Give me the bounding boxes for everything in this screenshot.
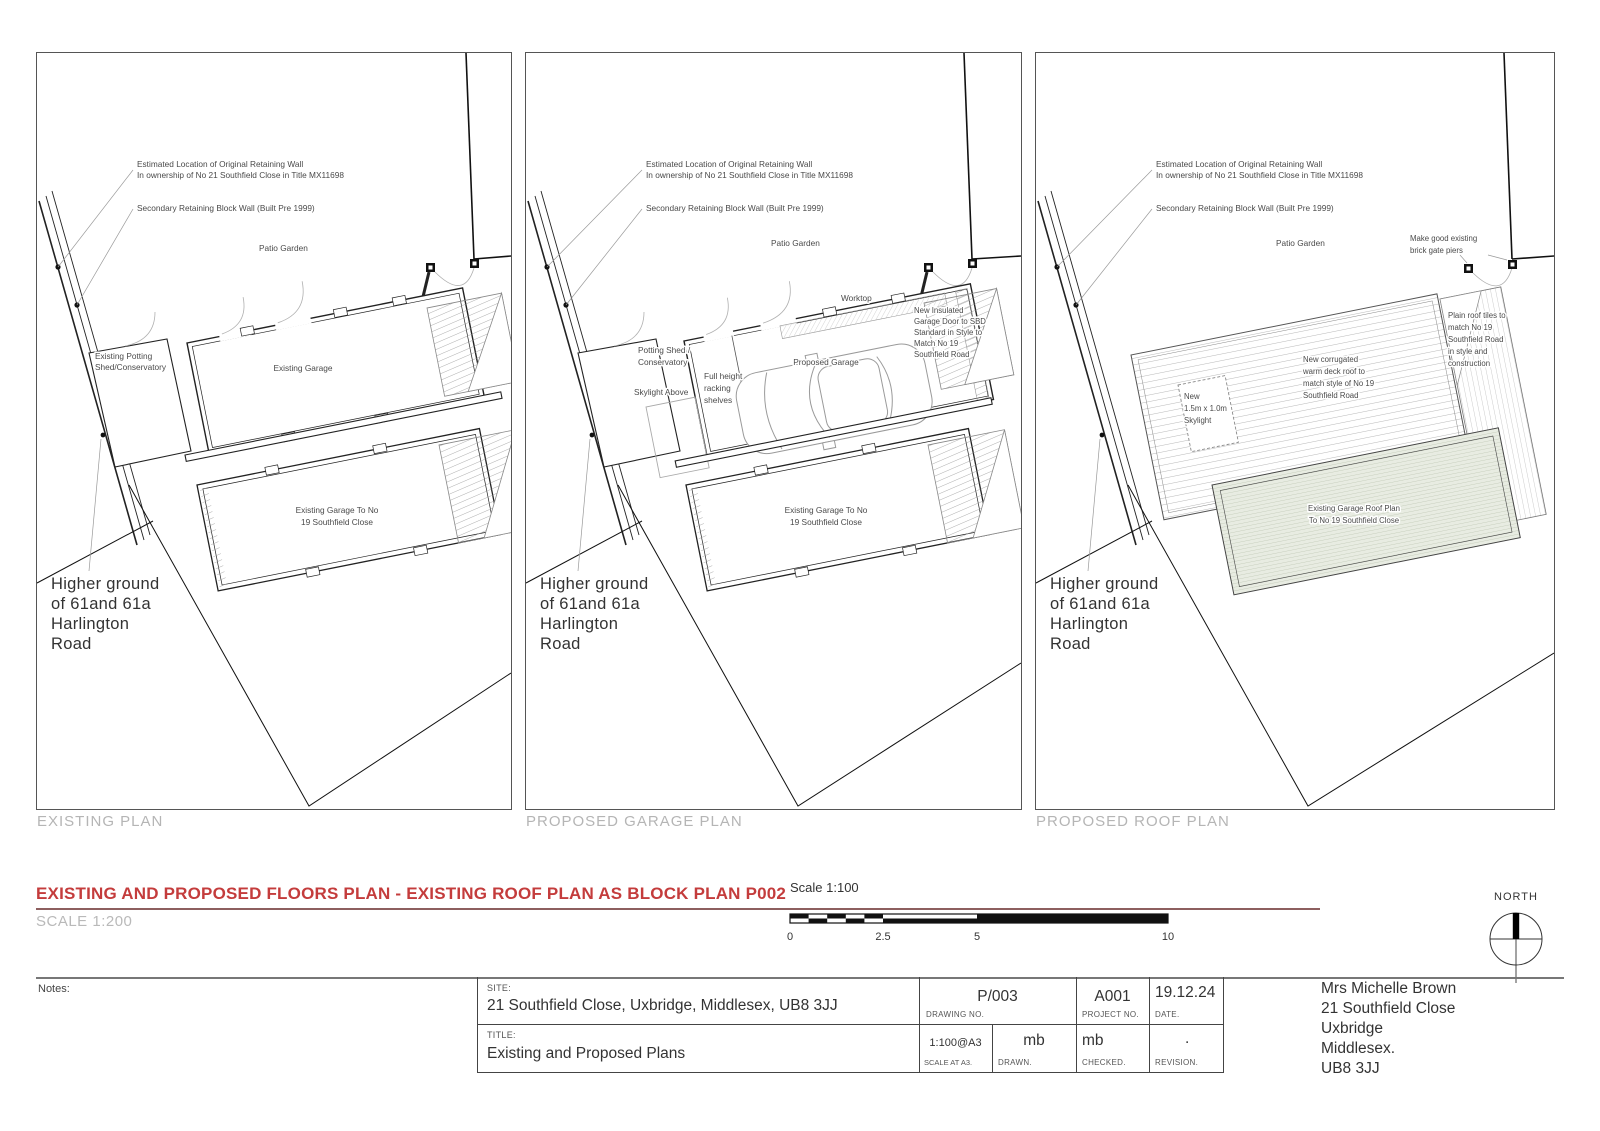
client-name: Mrs Michelle Brown	[1321, 980, 1457, 997]
retaining-wall-label: Estimated Location of Original Retaining Wall	[646, 159, 813, 169]
client-address-line: UB8 3JJ	[1321, 1060, 1380, 1077]
gate-swing-arc	[435, 268, 474, 286]
client-address-line: 21 Southfield Close	[1321, 1000, 1456, 1017]
scale-tick-2-5: 2.5	[875, 931, 891, 943]
drawing-title-value: Existing and Proposed Plans	[487, 1045, 686, 1062]
date-label: DATE.	[1155, 1010, 1180, 1019]
retaining-wall-label: Estimated Location of Original Retaining Wall	[1156, 159, 1323, 169]
svg-text:Road: Road	[540, 635, 581, 653]
gate-piers	[924, 259, 977, 272]
potting-shed-label2: Conservatory	[638, 357, 688, 367]
svg-text:Higher ground: Higher ground	[1050, 575, 1159, 593]
north-compass	[1490, 913, 1542, 983]
svg-text:1.5m x 1.0m: 1.5m x 1.0m	[1184, 404, 1227, 413]
secondary-wall-label: Secondary Retaining Block Wall (Built Pre 1999)	[646, 203, 824, 213]
garage-19-label: Existing Garage To No	[784, 505, 868, 515]
patio-garden-label: Patio Garden	[771, 238, 820, 248]
higher-ground-leader	[578, 439, 590, 571]
garage-19-label2: 19 Southfield Close	[301, 517, 373, 527]
proposed-roof-plan-caption: PROPOSED ROOF PLAN	[1036, 813, 1230, 830]
drawing-title-label: TITLE:	[487, 1030, 516, 1040]
proposed-garage-plan-panel	[525, 52, 1022, 830]
svg-text:New Insulated: New Insulated	[914, 306, 964, 315]
svg-text:of 61and 61a: of 61and 61a	[51, 595, 151, 613]
garage-19-label: Existing Garage To No	[295, 505, 379, 515]
svg-text:Higher ground: Higher ground	[51, 575, 160, 593]
proposed-roof-drawing	[1036, 53, 1554, 809]
gate-piers	[1464, 260, 1517, 273]
drawn-value: mb	[1023, 1032, 1045, 1049]
svg-text:in style and: in style and	[1448, 347, 1488, 356]
secondary-wall-label: Secondary Retaining Block Wall (Built Pre 1999)	[137, 203, 315, 213]
scale-bar-graphic	[790, 914, 1168, 923]
revision-label: REVISION.	[1155, 1058, 1199, 1067]
potting-shed-label: Existing Potting	[95, 351, 153, 361]
retaining-wall-label2: In ownership of No 21 Southfield Close in Title MX11698	[646, 170, 853, 180]
garage-19-label2: 19 Southfield Close	[790, 517, 862, 527]
svg-text:brick gate piers: brick gate piers	[1410, 246, 1463, 255]
patio-garden-label: Patio Garden	[259, 243, 308, 253]
retaining-wall-label2: In ownership of No 21 Southfield Close in Title MX11698	[1156, 170, 1363, 180]
checked-label: CHECKED.	[1082, 1058, 1126, 1067]
proposed-garage-drawing	[526, 53, 1021, 809]
site-label: SITE:	[487, 983, 512, 993]
drawn-label: DRAWN.	[998, 1058, 1032, 1067]
proposed-garage-plan-caption: PROPOSED GARAGE PLAN	[526, 813, 743, 830]
leader-lines	[547, 170, 642, 305]
north-arrow	[1452, 884, 1582, 986]
sheet-scale-label: SCALE 1:200	[36, 913, 133, 930]
leader-lines	[1057, 170, 1152, 305]
scale-at-a3-label: SCALE AT A3.	[924, 1058, 973, 1067]
notes-label: Notes:	[38, 983, 70, 995]
gate-piers-note	[1410, 234, 1507, 263]
existing-garage-label: Existing Garage	[273, 363, 333, 373]
svg-text:Higher ground: Higher ground	[540, 575, 649, 593]
site-value: 21 Southfield Close, Uxbridge, Middlesex, UB8 3JJ	[487, 997, 838, 1014]
svg-text:of 61and 61a: of 61and 61a	[1050, 595, 1150, 613]
boundary-dot	[101, 433, 106, 438]
higher-ground-note	[540, 575, 648, 653]
svg-text:Road: Road	[1050, 635, 1091, 653]
garage-19-roof-label2: To No 19 Southfield Close	[1308, 516, 1400, 525]
scale-bar	[754, 872, 1184, 947]
existing-plan-caption: EXISTING PLAN	[37, 813, 164, 830]
svg-text:Plain roof tiles to: Plain roof tiles to	[1448, 311, 1506, 320]
boundary-dot	[1100, 433, 1105, 438]
secondary-wall-label: Secondary Retaining Block Wall (Built Pre 1999)	[1156, 203, 1334, 213]
retaining-wall-label: Estimated Location of Original Retaining Wall	[137, 159, 304, 169]
gate-piers	[426, 259, 479, 272]
svg-text:Road: Road	[51, 635, 92, 653]
client-address-line: Middlesex.	[1321, 1040, 1396, 1057]
project-no-value: A001	[1094, 988, 1131, 1005]
higher-ground-note	[51, 575, 159, 653]
site-boundary-right	[1504, 53, 1554, 259]
worktop-label: Worktop	[841, 293, 872, 303]
north-label: NORTH	[1494, 891, 1538, 903]
higher-ground-leader	[1088, 439, 1100, 571]
svg-text:Southfield Road: Southfield Road	[1448, 335, 1504, 344]
retaining-wall-label2: In ownership of No 21 Southfield Close in Title MX11698	[137, 170, 344, 180]
existing-plan-drawing	[37, 53, 511, 809]
boundary-dot	[590, 433, 595, 438]
svg-text:Standard in Style to: Standard in Style to	[914, 328, 983, 337]
patio-garden-label: Patio Garden	[1276, 238, 1325, 248]
svg-text:Make good existing: Make good existing	[1410, 234, 1478, 243]
higher-ground-note	[1050, 575, 1158, 653]
project-no-label: PROJECT NO.	[1082, 1010, 1139, 1019]
svg-text:Southfield Road: Southfield Road	[914, 350, 970, 359]
scale-at-a3-value: 1:100@A3	[929, 1037, 982, 1049]
potting-shed-label: Potting Shed /	[638, 345, 691, 355]
svg-text:construction: construction	[1448, 359, 1491, 368]
existing-plan-panel	[36, 52, 512, 830]
checked-value: mb	[1082, 1032, 1104, 1049]
svg-text:racking: racking	[704, 383, 731, 393]
gate-swing-arc	[933, 268, 972, 286]
proposed-roof-plan-panel	[1035, 52, 1555, 830]
svg-text:of 61and 61a: of 61and 61a	[540, 595, 640, 613]
svg-text:Match No 19: Match No 19	[914, 339, 959, 348]
svg-text:shelves: shelves	[704, 395, 733, 405]
svg-text:Full height: Full height	[704, 371, 743, 381]
potting-shed-label2: Shed/Conservatory	[95, 362, 167, 372]
svg-text:Harlington: Harlington	[1050, 615, 1129, 633]
date-value: 19.12.24	[1155, 984, 1216, 1001]
potting-shed-outline	[89, 312, 191, 467]
drawing-no-label: DRAWING NO.	[926, 1010, 985, 1019]
scale-tick-10: 10	[1161, 931, 1175, 943]
site-boundary-right	[466, 53, 511, 259]
site-boundary-right	[964, 53, 1021, 259]
svg-text:match style of No 19: match style of No 19	[1303, 379, 1375, 388]
scale-bar-label: Scale 1:100	[790, 880, 859, 895]
svg-text:Harlington: Harlington	[540, 615, 619, 633]
leader-lines	[58, 170, 133, 305]
svg-text:Garage Door to SBD: Garage Door to SBD	[914, 317, 986, 326]
drawing-no-value: P/003	[977, 988, 1018, 1005]
higher-ground-leader	[89, 439, 101, 571]
svg-text:Southfield Road: Southfield Road	[1303, 391, 1359, 400]
proposed-garage-label: Proposed Garage	[793, 357, 859, 367]
svg-text:New: New	[1184, 392, 1200, 401]
svg-text:Harlington: Harlington	[51, 615, 130, 633]
scale-tick-5: 5	[973, 931, 981, 943]
garage-19-roof-label: Existing Garage Roof Plan	[1308, 504, 1400, 513]
svg-text:Skylight: Skylight	[1184, 416, 1212, 425]
svg-text:New corrugated: New corrugated	[1303, 355, 1359, 364]
client-address	[1321, 979, 1456, 1079]
client-address-line: Uxbridge	[1321, 1020, 1384, 1037]
scale-tick-0: 0	[786, 931, 794, 943]
gate-swing-arc	[1473, 268, 1512, 286]
revision-value: .	[1185, 1030, 1190, 1047]
sheet-title: EXISTING AND PROPOSED FLOORS PLAN - EXISTING ROOF PLAN AS BLOCK PLAN P002	[36, 884, 787, 903]
skylight-above-label: Skylight Above	[634, 387, 689, 397]
svg-text:warm deck roof to: warm deck roof to	[1303, 367, 1365, 376]
svg-text:match No 19: match No 19	[1448, 323, 1493, 332]
